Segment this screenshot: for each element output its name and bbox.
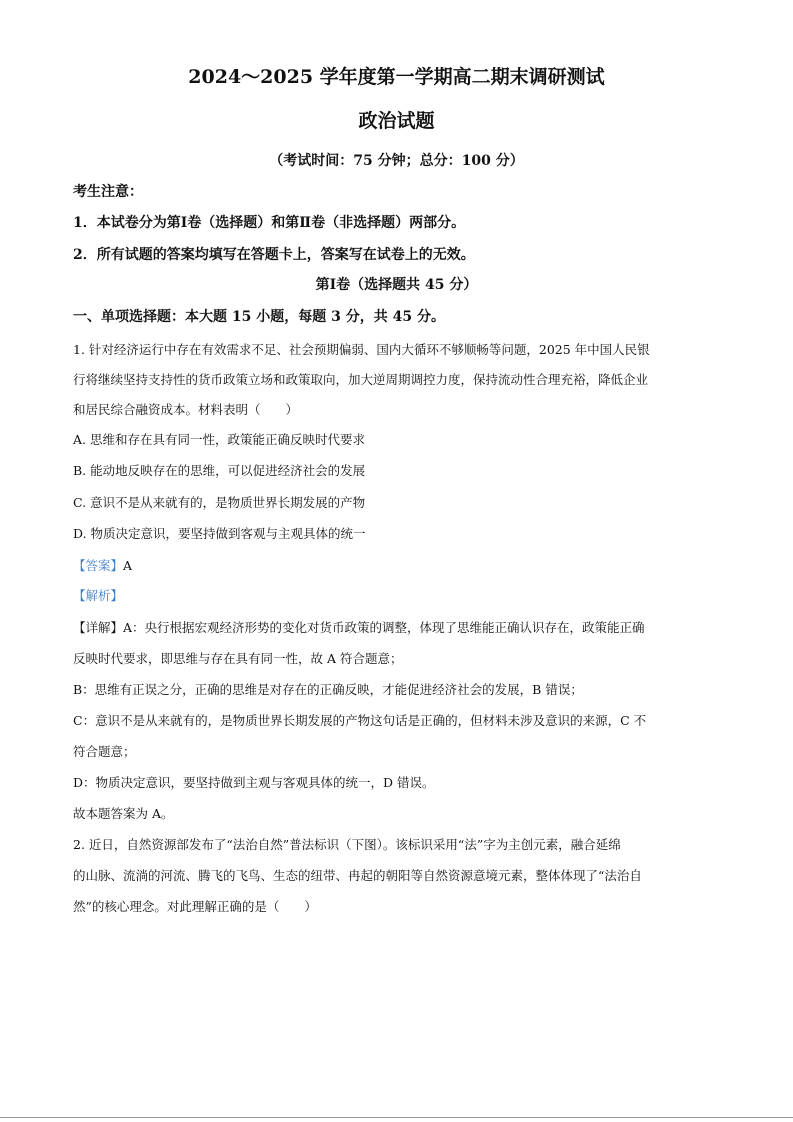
detail-line: 符合题意；	[73, 744, 136, 759]
answer-value: A	[123, 558, 133, 573]
question2-stem-line: 的山脉、流淌的河流、腾飞的飞鸟、生态的纽带、冉起的朝阳等自然资源意境元素，整体体现了“法治自	[73, 868, 642, 883]
analysis-tag: 【解析】	[73, 588, 124, 603]
question1-option-a: A. 思维和存在具有同一性，政策能正确反映时代要求	[73, 432, 365, 447]
question1-stem-line: 和居民综合融资成本。材料表明（ ）	[73, 402, 299, 417]
question1-stem-line: 1. 针对经济运行中存在有效需求不足、社会预期偏弱、国内大循环不够顺畅等问题，2025 年中国人民银	[73, 342, 650, 357]
detail-line: 反映时代要求，即思维与存在具有同一性，故 A 符合题意；	[73, 651, 403, 666]
exam-info: （考试时间：75 分钟；总分：100 分）	[269, 153, 524, 169]
detail-tag: 【详解】	[73, 620, 124, 635]
detail-line: B：思维有正误之分，正确的思维是对存在的正确反映，才能促进经济社会的发展，B 错误；	[73, 682, 583, 697]
volume-title: 第Ⅰ卷（选择题共 45 分）	[315, 277, 478, 293]
question1-option-d: D. 物质决定意识，要坚持做到客观与主观具体的统一	[73, 526, 366, 541]
detail-line	[73, 618, 645, 636]
question1-option-c: C. 意识不是从来就有的，是物质世界长期发展的产物	[73, 495, 366, 510]
notice-item: 1．本试卷分为第Ⅰ卷（选择题）和第Ⅱ卷（非选择题）两部分。	[73, 215, 466, 231]
question2-stem-line: 2. 近日，自然资源部发布了“法治自然”普法标识（下图）。该标识采用“法”字为主创元素，融合延绵	[73, 837, 621, 852]
question2-stem-line: 然”的核心理念。对此理解正确的是（ ）	[73, 899, 317, 914]
conclusion-line: 故本题答案为 A。	[73, 806, 174, 821]
notice-item: 2．所有试题的答案均填写在答题卡上，答案写在试卷上的无效。	[73, 247, 475, 263]
page-title: 2024～2025 学年度第一学期高二期末调研测试	[188, 66, 605, 88]
answer-line	[73, 556, 132, 574]
page-bottom-rule	[0, 1117, 793, 1118]
part-title: 一、单项选择题：本大题 15 小题，每题 3 分，共 45 分。	[73, 309, 445, 325]
subject-title: 政治试题	[358, 110, 435, 132]
detail-line: D：物质决定意识，要坚持做到主观与客观具体的统一，D 错误。	[73, 775, 435, 790]
detail-text: A：央行根据宏观经济形势的变化对货币政策的调整，体现了思维能正确认识存在，政策能正确	[123, 620, 645, 635]
question1-stem-line: 行将继续坚持支持性的货币政策立场和政策取向，加大逆周期调控力度，保持流动性合理充裕，降低企业	[73, 372, 649, 387]
question1-option-b: B. 能动地反映存在的思维，可以促进经济社会的发展	[73, 463, 366, 478]
notice-heading: 考生注意：	[73, 184, 143, 200]
answer-tag: 【答案】	[73, 558, 124, 573]
detail-line: C：意识不是从来就有的，是物质世界长期发展的产物这句话是正确的，但材料未涉及意识的来源，C 不	[73, 713, 647, 728]
